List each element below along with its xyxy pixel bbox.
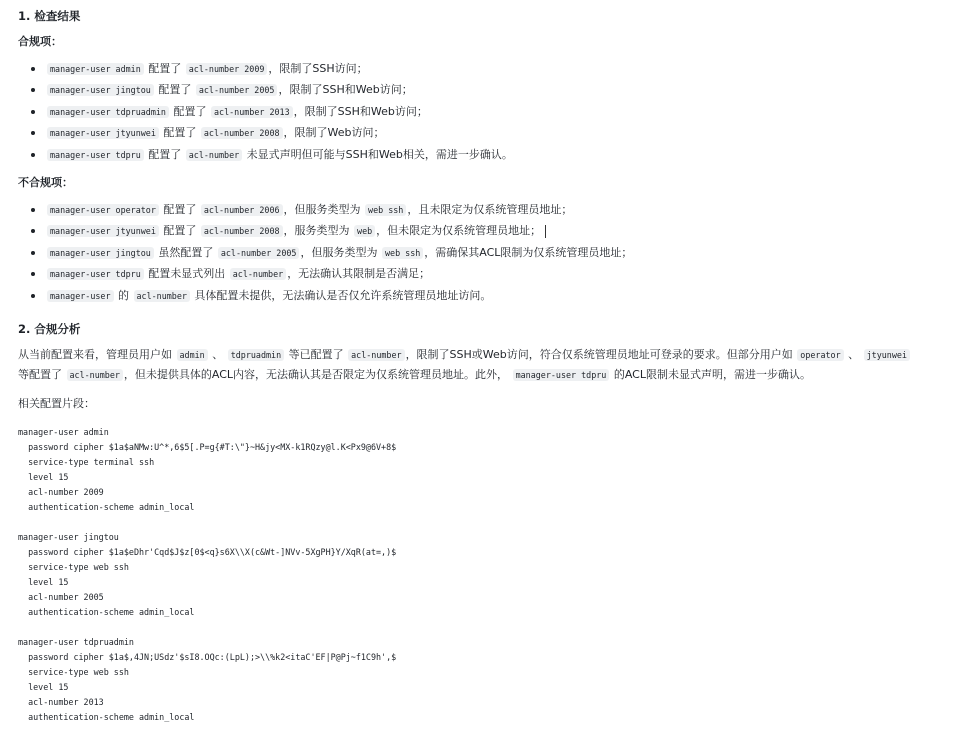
text-segment: ，无法确认其限制是否满足； [287,267,431,281]
inline-code: acl-number 2006 [201,204,283,216]
inline-code: jtyunwei [864,349,910,361]
inline-code: acl-number 2005 [196,84,278,96]
text-segment: ，服务类型为 [283,224,354,238]
inline-code: acl-number [67,369,123,381]
inline-code: manager-user tdpru [513,369,610,381]
text-segment: 配置未显式列出 [144,267,229,281]
inline-code: manager-user jtyunwei [47,225,159,237]
config-code-block [18,425,935,725]
text-segment: 从当前配置来看，管理员用户如 [18,347,176,361]
inline-code: manager-user operator [47,204,159,216]
text-segment: 未显式声明但可能与SSH和Web相关，需进一步确认。 [243,147,513,161]
text-segment: ，限制了SSH和Web访问； [293,104,428,118]
compliant-item [46,58,935,79]
text-segment: 配置了 [144,147,185,161]
noncompliant-item [46,285,935,306]
code-line: level 15 [18,576,69,587]
text-segment: 配置了 [159,202,200,216]
text-segment: ，限制了SSH访问； [268,62,368,75]
code-line: level 15 [18,681,69,692]
inline-code: web ssh [365,204,406,216]
inline-code: admin [177,349,208,361]
text-segment: 的 [114,288,133,302]
text-segment: 配置了 [144,62,185,75]
code-line: service-type web ssh [18,561,129,572]
inline-code: operator [797,349,843,361]
code-line: acl-number 2005 [18,591,104,602]
text-segment: ，限制了SSH和Web访问； [278,83,413,97]
noncompliant-item [46,220,935,241]
compliant-item [46,101,935,122]
inline-code: web [354,225,375,237]
inline-code: tdpruadmin [228,349,284,361]
inline-code: acl-number 2005 [218,247,300,259]
code-line: service-type terminal ssh [18,456,155,467]
noncompliant-item [46,242,935,263]
text-segment: ，需确保其ACL限制为仅系统管理员地址； [424,245,633,259]
compliant-item [46,79,935,100]
text-segment: 的ACL限制未显式声明，需进一步确认。 [610,367,811,381]
inline-code: acl-number [230,268,286,280]
inline-code: manager-user jingtou [47,247,154,259]
section-analysis-heading: 2. 合规分析 [18,321,81,336]
inline-code: manager-user tdpru [47,149,144,161]
compliant-item [46,144,935,165]
compliant-list [18,58,935,165]
code-line: authentication-scheme admin_local [18,606,195,617]
inline-code: acl-number 2013 [211,106,293,118]
text-cursor [545,225,546,238]
inline-code: manager-user tdpruadmin [47,106,169,118]
text-segment: 等已配置了 [285,347,348,361]
text-segment: 配置了 [159,126,200,140]
inline-code: web ssh [382,247,423,259]
text-segment: 、 [844,347,863,361]
code-line: acl-number 2013 [18,696,104,707]
code-line: service-type web ssh [18,666,129,677]
inline-code: manager-user jingtou [47,84,154,96]
code-line: password cipher $1a$aNMw:U^*,6$5[.P=g{#T:\"}~H&jy<MX-k1RQzy@l.K<Px9@6V+8$ [18,441,397,452]
compliant-item [46,122,935,143]
inline-code: manager-user jtyunwei [47,127,159,139]
code-line: level 15 [18,471,69,482]
code-line: manager-user tdpruadmin [18,636,134,647]
code-line: manager-user admin [18,426,109,437]
analysis-paragraph [18,345,923,385]
text-segment: 配置了 [154,83,195,97]
code-line: authentication-scheme admin_local [18,501,195,512]
noncompliant-heading: 不合规项： [18,175,73,189]
code-line: acl-number 2009 [18,486,104,497]
section-check-results-heading: 1. 检查结果 [18,9,81,23]
text-segment: ，但未限定为仅系统管理员地址； [376,224,542,238]
text-segment: 、 [208,347,227,361]
text-segment: ，但服务类型为 [300,245,381,259]
code-line: password cipher $1a$,4JN;USdz'$sI8.OQc:(LpL);>\\%k2<itaC'EF|P@Pj~f1C9h',$ [18,651,397,662]
text-segment: ，且未限定为仅系统管理员地址； [407,202,573,216]
inline-code: manager-user [47,290,114,302]
text-segment: 等配置了 [18,367,66,381]
inline-code: manager-user admin [47,63,144,75]
text-segment: ，但未提供具体的ACL内容，无法确认其是否限定为仅系统管理员地址。此外， [123,367,512,381]
config-snippet-label: 相关配置片段： [18,396,95,410]
text-segment: 具体配置未提供，无法确认是否仅允许系统管理员地址访问。 [190,288,492,302]
text-segment: ，限制了Web访问； [283,126,385,140]
inline-code: acl-number 2008 [201,225,283,237]
text-segment: 配置了 [159,224,200,238]
text-segment: ，限制了SSH或Web访问，符合仅系统管理员地址可登录的要求。但部分用户如 [405,347,797,361]
text-segment: 配置了 [169,104,210,118]
inline-code: acl-number [186,149,242,161]
noncompliant-list [18,199,935,306]
inline-code: acl-number [134,290,190,302]
code-line: password cipher $1a$eDhr'Cqd$J$z[0$<q}s6X\\X(c&Wt-]NVv-5XgPH}Y/XqR(at=,)$ [18,546,397,557]
inline-code: acl-number 2008 [201,127,283,139]
noncompliant-item [46,199,935,220]
noncompliant-item [46,263,935,284]
text-segment: 虽然配置了 [154,245,217,259]
code-line: authentication-scheme admin_local [18,711,195,722]
inline-code: manager-user tdpru [47,268,144,280]
code-line: manager-user jingtou [18,531,119,542]
inline-code: acl-number 2009 [186,63,268,75]
text-segment: ，但服务类型为 [283,202,365,216]
inline-code: acl-number [348,349,404,361]
compliant-heading: 合规项： [18,35,62,48]
